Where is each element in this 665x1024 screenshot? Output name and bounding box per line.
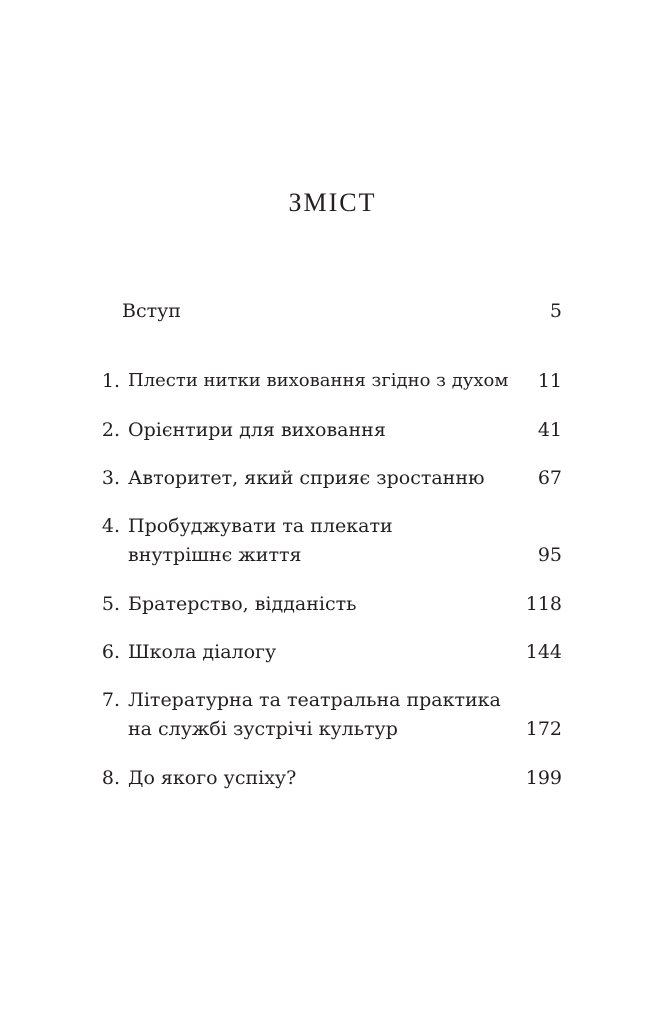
toc-entry-page: 118 [525, 593, 562, 615]
toc-entry [0, 638, 665, 666]
toc-entry-page: 95 [537, 544, 562, 566]
toc-entry-number: 6. [101, 641, 120, 663]
toc-entry-number: 8. [101, 767, 120, 789]
toc-entry-page: 172 [525, 718, 562, 740]
toc-entry-page: 41 [537, 419, 562, 441]
toc-entry-page: 199 [525, 767, 562, 789]
toc-entry [0, 416, 665, 444]
toc-entry-title: Вступ [122, 300, 181, 322]
toc-entry-intro [0, 297, 665, 325]
toc-entry [0, 512, 665, 570]
toc-entry [0, 367, 665, 395]
toc-entry [0, 764, 665, 792]
toc-entry-title-continued: внутрішнє життя [128, 544, 302, 566]
toc-entry-title: Братерство, відданість [128, 593, 357, 615]
toc-entry-title: До якого успіху? [128, 767, 297, 789]
toc-entry-title: Авторитет, який сприяє зростанню [128, 467, 485, 489]
toc-entry-page: 144 [525, 641, 562, 663]
toc-entry-title: Орієнтири для виховання [128, 419, 386, 441]
toc-entry-title-continued: на службі зустрічі культур [128, 718, 398, 740]
toc-entry [0, 464, 665, 492]
toc-entry-number: 7. [101, 689, 120, 711]
toc-entry-title: Школа діалогу [128, 641, 277, 663]
toc-entry [0, 686, 665, 744]
toc-entry-page: 67 [537, 467, 562, 489]
toc-entry-title: Пробуджувати та плекати [128, 515, 393, 537]
toc-entry-page: 11 [537, 370, 562, 392]
toc-entry-number: 4. [101, 515, 120, 537]
toc-entry-number: 1. [101, 370, 120, 392]
toc-entry-number: 5. [101, 593, 120, 615]
toc-entry [0, 590, 665, 618]
toc-entry-title: Літературна та театральна практика [128, 689, 501, 711]
toc-entry-title: Плести нитки виховання згідно з духом [128, 370, 509, 391]
toc-entry-page: 5 [549, 300, 562, 322]
toc-entry-number: 2. [101, 419, 120, 441]
toc-entry-number: 3. [101, 467, 120, 489]
page-title: ЗМІСТ [288, 188, 377, 217]
